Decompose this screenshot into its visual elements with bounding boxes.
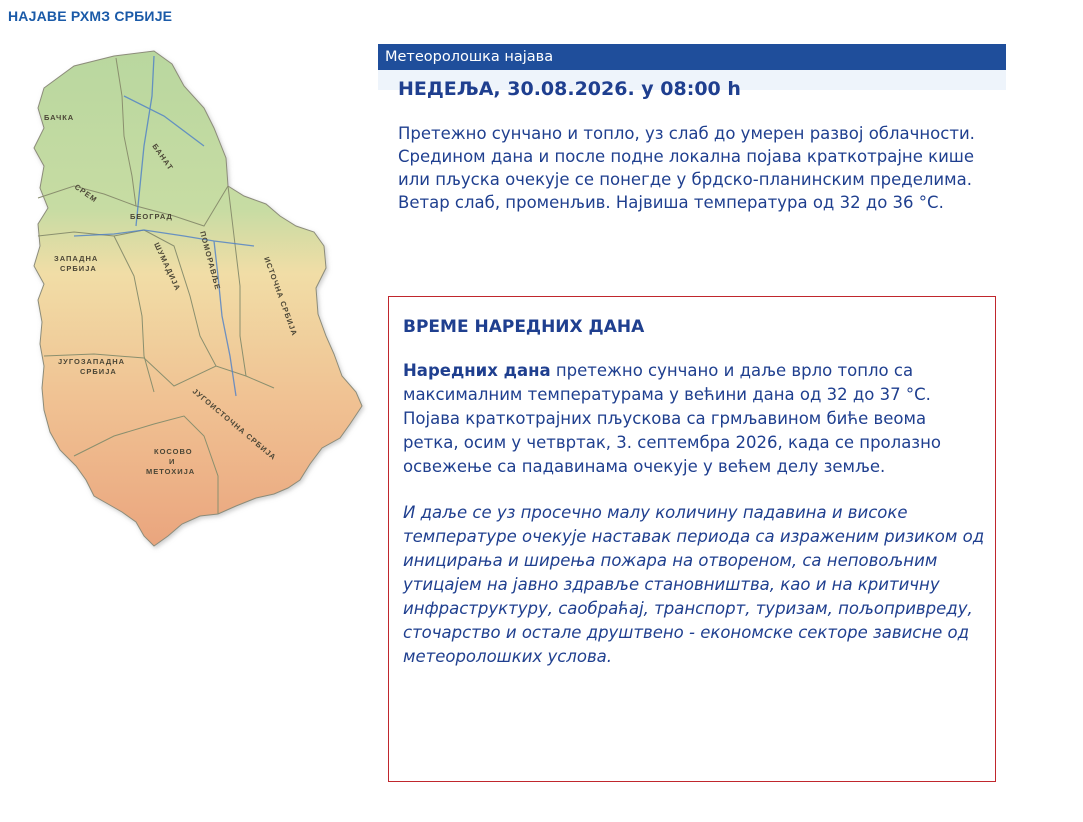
- next-days-body: претежно сунчано и даље врло топло са максималним температурама у већини дана од 32 до 37 °C. Појава краткотрајних пљускова са грмљавином биће веома ретка, осим у четвртак, 3. септембра 2026, када се пролазно освежење са падавинама очекује у већем делу земље.: [403, 361, 941, 476]
- map-label-kosovo-3: МЕТОХИЈА: [146, 467, 196, 476]
- map-label-pomoravlje: ПОМОРАВЉЕ: [198, 230, 223, 292]
- next-days-title: ВРЕМЕ НАРЕДНИХ ДАНА: [403, 317, 645, 337]
- map-label-jugozapadna-2: СРБИЈА: [80, 367, 117, 376]
- serbia-outline: [34, 51, 362, 546]
- next-days-box: [388, 296, 996, 782]
- map-label-kosovo-1: КОСОВО: [154, 447, 193, 456]
- map-label-kosovo-2: И: [169, 457, 176, 466]
- next-days-lead: Наредних дана: [403, 361, 551, 380]
- fire-risk-warning: И даље се уз просечно малу количину падавина и високе температуре очекује наставак периода са израженим ризиком од иницирања и ширења пожара на отвореном, са неповољним утицајем на јавно здравље становништва, као и на критичну инфраструктуру, саобраћај, транспорт, туризам, пољопривреду, сточарство и остале друштвено - економске секторе зависне од метеоролошких услова.: [403, 503, 985, 666]
- map-label-zapadna-1: ЗАПАДНА: [54, 254, 99, 263]
- map-label-beograd: БЕОГРАД: [130, 212, 173, 221]
- map-label-zapadna-2: СРБИЈА: [60, 264, 97, 273]
- section-title-bar: Метеоролошка најава: [378, 44, 1006, 70]
- map-label-jugozapadna-1: ЈУГОЗАПАДНА: [58, 357, 126, 366]
- page-title[interactable]: НАЈАВЕ РХМЗ СРБИЈЕ: [8, 8, 173, 24]
- map-label-backa: БАЧКА: [44, 113, 75, 122]
- map-label-sumadija: ШУМАДИЈА: [152, 241, 183, 293]
- forecast-panel: [378, 44, 1006, 214]
- map-label-banat: БАНАТ: [150, 141, 176, 173]
- map-label-istocna: ИСТОЧНА СРБИЈА: [262, 255, 300, 338]
- next-days-text: [403, 359, 985, 479]
- forecast-date: НЕДЕЉА, 30.08.2026. у 08:00 h: [398, 78, 741, 100]
- forecast-text: Претежно сунчано и топло, уз слаб до умерен развој облачности. Средином дана и после подне локална појава краткотрајне кише или пљуска очекује се понегде у брдско-планинским пределима. Ветар слаб, променљив. Највиша температура од 32 до 36 °C.: [398, 124, 975, 212]
- map-label-srem: СРЕМ: [72, 182, 100, 205]
- map-label-jugoistocna: ЈУГОИСТОЧНА СРБИЈА: [190, 386, 279, 463]
- serbia-regions-map[interactable]: [4, 36, 368, 562]
